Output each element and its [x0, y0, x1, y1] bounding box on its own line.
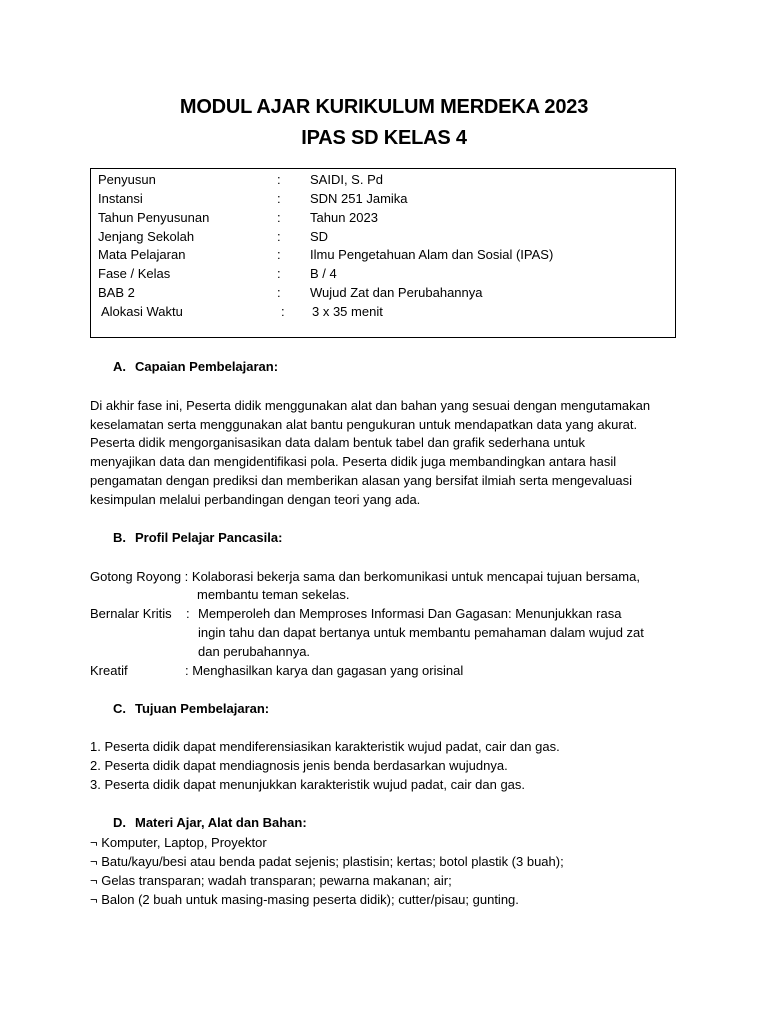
- info-label: Alokasi Waktu: [101, 304, 183, 319]
- section-title: Materi Ajar, Alat dan Bahan:: [135, 815, 307, 830]
- info-value: Tahun 2023: [310, 210, 378, 225]
- info-colon: :: [277, 191, 281, 206]
- materi-item: ¬ Komputer, Laptop, Proyektor: [90, 835, 267, 850]
- info-colon: :: [277, 285, 281, 300]
- info-value: SAIDI, S. Pd: [310, 172, 383, 187]
- info-row-mapel: [91, 246, 675, 264]
- info-label: Instansi: [98, 191, 143, 206]
- document-subtitle: IPAS SD KELAS 4: [301, 127, 467, 149]
- info-label: Jenjang Sekolah: [98, 229, 195, 244]
- section-title: Tujuan Pembelajaran:: [135, 701, 270, 716]
- tujuan-item: 2. Peserta didik dapat mendiagnosis jenis benda berdasarkan wujudnya.: [90, 758, 508, 773]
- info-colon: :: [277, 247, 281, 262]
- section-title: Profil Pelajar Pancasila:: [135, 530, 283, 545]
- paragraph-line: Di akhir fase ini, Peserta didik menggunakan alat dan bahan yang sesuai dengan mengutamakan: [90, 398, 651, 413]
- capaian-paragraph: [90, 397, 690, 509]
- profil-kreatif-label: Kreatif: [90, 663, 128, 678]
- info-value: Wujud Zat dan Perubahannya: [310, 285, 483, 300]
- paragraph-line: Peserta didik mengorganisasikan data dalam bentuk tabel dan grafik sederhana untuk: [90, 435, 586, 451]
- info-label: Mata Pelajaran: [98, 247, 186, 262]
- info-label: Tahun Penyusunan: [98, 210, 210, 225]
- info-row-alokasi: [91, 303, 675, 321]
- section-heading-tujuan: [113, 700, 269, 718]
- profil-bernalar-text: ingin tahu dan dapat bertanya untuk membantu pemahaman dalam wujud zat: [198, 625, 644, 640]
- info-colon: :: [277, 266, 281, 281]
- info-value: SDN 251 Jamika: [310, 191, 408, 206]
- info-label: Fase / Kelas: [98, 266, 171, 281]
- info-value: 3 x 35 menit: [312, 304, 383, 319]
- section-letter: D.: [113, 815, 126, 830]
- profil-bernalar-text: Memperoleh dan Memproses Informasi Dan Gagasan: Menunjukkan rasa: [198, 606, 622, 621]
- paragraph-line: pengamatan dengan prediksi dan memberikan alasan yang bersifat ilmiah serta mengevaluasi: [90, 472, 632, 488]
- info-row-tahun: [91, 209, 675, 227]
- profil-gotong-royong-cont: membantu teman sekelas.: [197, 587, 350, 602]
- info-row-instansi: [91, 190, 675, 208]
- materi-item: ¬ Balon (2 buah untuk masing-masing peserta didik); cutter/pisau; gunting.: [90, 892, 519, 907]
- paragraph-line: menyajikan data dan mengidentifikasi pola. Peserta didik juga membandingkan antara hasil: [90, 454, 617, 470]
- section-heading-capaian: [113, 358, 278, 376]
- info-value: B / 4: [310, 266, 337, 281]
- info-value: SD: [310, 229, 329, 244]
- tujuan-item: 3. Peserta didik dapat menunjukkan karakteristik wujud padat, cair dan gas.: [90, 777, 526, 792]
- tujuan-item: 1. Peserta didik dapat mendiferensiasikan karakteristik wujud padat, cair dan gas.: [90, 739, 560, 754]
- document-title: MODUL AJAR KURIKULUM MERDEKA 2023: [179, 96, 589, 118]
- info-value: Ilmu Pengetahuan Alam dan Sosial (IPAS): [310, 247, 554, 262]
- info-colon: :: [277, 229, 281, 244]
- info-colon: :: [277, 210, 281, 225]
- section-letter: A.: [113, 359, 126, 374]
- info-row-bab: [91, 284, 675, 302]
- profil-gotong-royong: Gotong Royong : Kolaborasi bekerja sama dan berkomunikasi untuk mencapai tujuan bersama,: [90, 569, 640, 584]
- profil-bernalar-colon: :: [186, 606, 190, 621]
- section-title: Capaian Pembelajaran:: [135, 359, 279, 374]
- profil-kreatif-text: : Menghasilkan karya dan gagasan yang orisinal: [185, 663, 464, 678]
- info-row-fase: [91, 265, 675, 283]
- info-colon: :: [281, 304, 285, 319]
- paragraph-line: keselamatan serta menggunakan alat bantu pengukuran untuk mendapatkan data yang akurat.: [90, 416, 638, 432]
- info-label: BAB 2: [98, 285, 135, 300]
- section-heading-materi: [113, 814, 307, 832]
- materi-item: ¬ Batu/kayu/besi atau benda padat sejenis; plastisin; kertas; botol plastik (3 buah);: [90, 854, 564, 869]
- paragraph-line: kesimpulan melalui perbandingan dengan teori yang ada.: [90, 491, 421, 507]
- info-row-penyusun: [91, 171, 675, 189]
- profil-bernalar-text: dan perubahannya.: [198, 644, 311, 659]
- section-heading-profil: [113, 529, 282, 547]
- profil-bernalar-label: Bernalar Kritis: [90, 606, 172, 621]
- materi-item: ¬ Gelas transparan; wadah transparan; pewarna makanan; air;: [90, 873, 452, 888]
- section-letter: C.: [113, 701, 126, 716]
- section-letter: B.: [113, 530, 126, 545]
- info-colon: :: [277, 172, 281, 187]
- info-row-jenjang: [91, 228, 675, 246]
- identity-table: [90, 168, 676, 338]
- info-label: Penyusun: [98, 172, 156, 187]
